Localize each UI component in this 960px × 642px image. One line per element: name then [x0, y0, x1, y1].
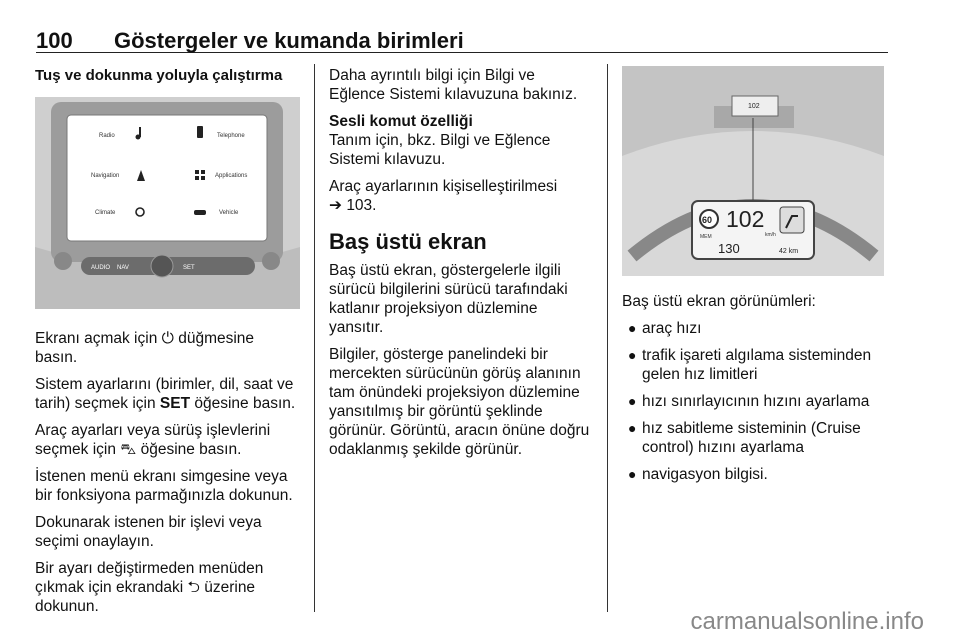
hud-distance: 42 km: [779, 248, 799, 255]
page-header: [36, 28, 888, 53]
list-item: ● hızı sınırlayıcının hızını ayarlama: [628, 393, 870, 410]
set-paragraph: Sistem ayarlarını (birimler, dil, saat ve tarih) seçmek için SET öğesine basın.: [35, 376, 296, 412]
screen-label-vehicle: Vehicle: [219, 210, 239, 216]
hud-mem-label: MEM: [700, 234, 712, 240]
infotainment-screen-figure: [35, 97, 300, 309]
hud-speed-value: 102: [726, 206, 765, 232]
power-paragraph: Ekranı açmak için ⏻ düğmesine basın.: [35, 330, 255, 366]
bullet-icon: ●: [628, 393, 637, 409]
head-up-display-figure: [622, 66, 884, 276]
back-arrow-icon: ⮌: [187, 579, 200, 596]
column-2: [329, 66, 594, 467]
column-divider: [314, 64, 315, 612]
chapter-title: Göstergeler ve kumanda birimleri: [114, 28, 464, 53]
hud-description-1: Baş üstü ekran, göstergelerle ilgili sürücü bilgilerini sürücü tarafındaki katlanır projeksiyon düzlemine yansıtır.: [329, 262, 568, 336]
screen-label-applications: Applications: [215, 173, 248, 179]
hud-description-2: Bilgiler, gösterge panelindeki bir mercekten sürücünün görüş alanının tam önündeki projeksiyon düzlemine yansıtılmış bir görüntü şeklinde görünür. Görüntü, aracın önüne doğru odaklanmış şekilde görünür.: [329, 346, 590, 458]
hud-mini-speed: 102: [748, 103, 760, 110]
column-divider: [607, 64, 608, 612]
phone-icon: [197, 126, 203, 138]
set-button-label: SET: [183, 265, 195, 271]
voice-command-text: Tanım için, bkz. Bilgi ve Eğlence Sistemi kılavuzu.: [329, 132, 551, 168]
nav-button-label: NAV: [117, 265, 129, 271]
list-item: ● hız sabitleme sisteminin (Cruise control) hızını ayarlama: [628, 420, 861, 456]
bullet-icon: ●: [628, 420, 637, 436]
back-paragraph: Bir ayarı değiştirmeden menüden çıkmak için ekrandaki ⮌ üzerine dokunun.: [35, 560, 264, 615]
screen-label-radio: Radio: [99, 133, 115, 139]
section-title: Tuş ve dokunma yoluyla çalıştırma: [35, 67, 283, 84]
page-number: 100: [36, 28, 73, 53]
list-item: ● araç hızı: [628, 320, 702, 337]
vehicle-settings-paragraph: Araç ayarları veya sürüş işlevlerini seçmek için ⛍ öğesine basın.: [35, 422, 271, 458]
hud-limit-value: 60: [702, 215, 713, 225]
hud-speed-unit: km/h: [765, 232, 776, 238]
power-icon: ⏻: [161, 330, 174, 347]
column-3: [622, 66, 890, 492]
screen-label-navigation: Navigation: [91, 173, 120, 179]
screen-label-climate: Climate: [95, 210, 116, 216]
bullet-icon: ●: [628, 466, 637, 482]
list-item: ● trafik işareti algılama sisteminden gelen hız limitleri: [628, 347, 872, 383]
list-item: ● navigasyon bilgisi.: [628, 466, 768, 483]
car-icon: [194, 210, 206, 215]
more-info-paragraph: Daha ayrıntılı bilgi için Bilgi ve Eğlence Sistemi kılavuzuna bakınız.: [329, 67, 578, 103]
bullet-icon: ●: [628, 320, 637, 336]
column-1: [35, 66, 300, 624]
bullet-icon: ●: [628, 347, 637, 363]
hud-views-list: [622, 319, 890, 484]
hud-views-title: Baş üstü ekran görünümleri:: [622, 293, 816, 310]
screen-label-telephone: Telephone: [217, 133, 245, 139]
touch-paragraph: İstenen menü ekranı simgesine veya bir fonksiyona parmağınızla dokunun.: [35, 468, 293, 504]
vehicle-icon: ⛍: [120, 441, 137, 458]
voice-command-title: Sesli komut özelliği: [329, 113, 473, 130]
hud-cruise-value: 130: [718, 241, 740, 256]
personalization-paragraph: Araç ayarlarının kişiselleştirilmesi ➔ 103.: [329, 178, 558, 214]
watermark: carmanualsonline.info: [690, 608, 924, 635]
audio-button-label: AUDIO: [91, 265, 111, 271]
hud-section-title: Baş üstü ekran: [329, 229, 487, 254]
page-ref-icon: ➔: [329, 197, 342, 214]
confirm-paragraph: Dokunarak istenen bir işlevi veya seçimi onaylayın.: [35, 514, 262, 550]
